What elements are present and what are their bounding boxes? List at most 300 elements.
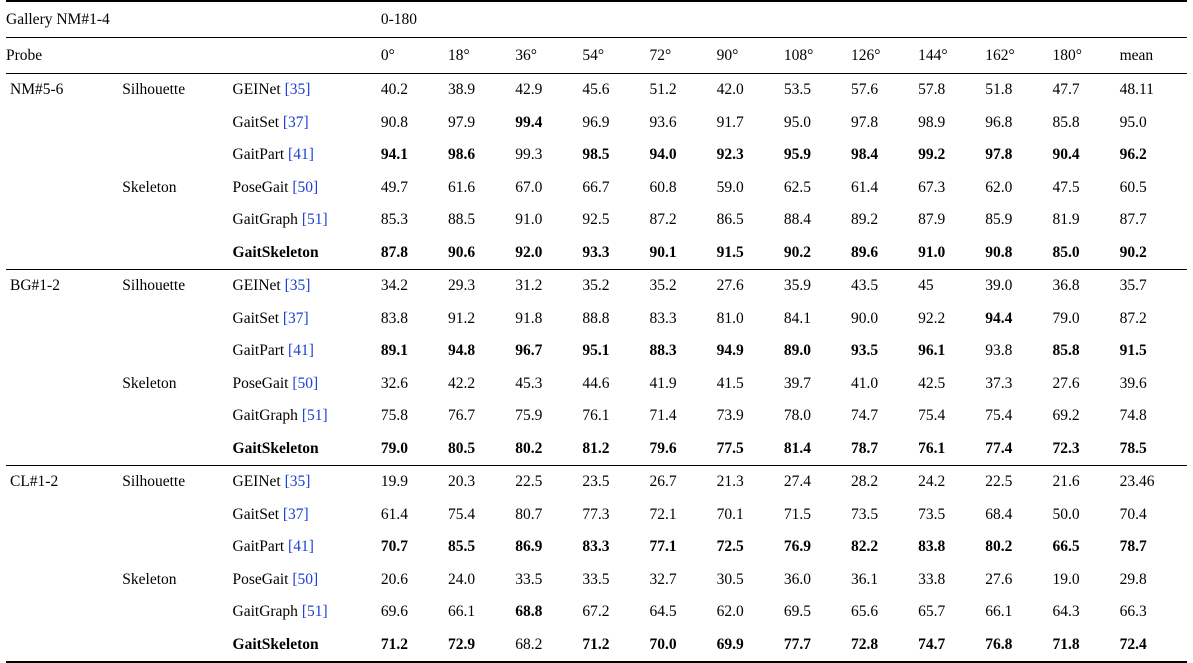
table-header-row-angles — [6, 38, 1187, 74]
value-cell: 38.9 — [448, 74, 515, 107]
value-cell: 51.8 — [985, 74, 1052, 107]
value-cell: 80.7 — [515, 505, 543, 523]
probe-group-empty — [6, 433, 122, 466]
value-cell: 92.2 — [918, 309, 946, 327]
probe-group-empty — [6, 303, 122, 336]
value-cell: 96.7 — [515, 342, 543, 360]
method-name-cell — [233, 564, 381, 597]
value-cell: 94.8 — [448, 342, 476, 360]
value-cell: 88.8 — [582, 309, 610, 327]
mean-cell: 95.0 — [1119, 113, 1147, 131]
value-cell: 93.3 — [582, 243, 610, 261]
method-name-cell — [233, 74, 381, 107]
mean-cell: 91.5 — [1119, 342, 1147, 360]
table-row — [6, 335, 1187, 368]
table-row — [6, 139, 1187, 172]
value-cell: 53.5 — [784, 74, 851, 107]
value-cell: 72.5 — [716, 538, 744, 556]
value-cell: 66.7 — [582, 178, 610, 196]
method-name-cell — [233, 629, 381, 663]
value-cell: 29.3 — [448, 270, 515, 303]
method-name: GEINet — [232, 473, 281, 491]
value-cell: 94.0 — [649, 146, 677, 164]
value-cell: 64.5 — [649, 603, 677, 621]
method-name: GaitSkeleton — [232, 635, 319, 653]
value-cell: 98.9 — [918, 113, 946, 131]
citation-link[interactable]: [50] — [292, 374, 319, 392]
value-cell: 66.5 — [1052, 538, 1080, 556]
value-cell: 47.5 — [1052, 178, 1080, 196]
value-cell: 91.7 — [716, 113, 744, 131]
angle-header-5: 90° — [717, 38, 784, 74]
value-cell: 72.3 — [1052, 439, 1080, 457]
mean-cell: 74.8 — [1119, 407, 1147, 425]
value-cell: 41.5 — [716, 374, 744, 392]
value-cell: 70.0 — [650, 629, 717, 663]
value-cell: 69.2 — [1052, 407, 1080, 425]
value-cell: 83.8 — [918, 538, 946, 556]
table-row — [6, 204, 1187, 237]
modality-empty — [122, 107, 232, 140]
value-cell: 86.5 — [716, 211, 744, 229]
mean-cell: 70.4 — [1119, 505, 1147, 523]
value-cell: 85.8 — [1052, 342, 1080, 360]
citation-link[interactable]: [37] — [282, 113, 309, 131]
probe-label: Probe — [6, 38, 381, 74]
citation-link[interactable]: [51] — [301, 603, 328, 621]
table-row — [6, 596, 1187, 629]
value-cell: 32.6 — [380, 374, 408, 392]
method-name-cell — [233, 107, 381, 140]
value-cell: 57.8 — [918, 74, 985, 107]
value-cell: 45.3 — [515, 374, 543, 392]
value-cell: 83.3 — [582, 538, 610, 556]
value-cell: 95.9 — [783, 146, 811, 164]
mean-cell: 78.5 — [1119, 439, 1147, 457]
probe-group-label: NM#5-6 — [6, 74, 122, 107]
value-cell: 90.2 — [783, 243, 811, 261]
value-cell: 62.5 — [783, 178, 811, 196]
table-row — [6, 499, 1187, 532]
mean-header: mean — [1120, 38, 1187, 74]
table-header-row-gallery — [6, 1, 1187, 38]
value-cell: 49.7 — [380, 178, 408, 196]
probe-group-empty — [6, 204, 122, 237]
value-cell: 75.4 — [918, 407, 946, 425]
value-cell: 33.5 — [582, 570, 610, 588]
table-row — [6, 629, 1187, 663]
value-cell: 85.0 — [1052, 243, 1080, 261]
modality-empty — [122, 531, 232, 564]
angle-header-4: 72° — [650, 38, 717, 74]
value-cell: 75.8 — [380, 407, 408, 425]
angle-header-2: 36° — [515, 38, 582, 74]
mean-cell: 87.7 — [1119, 211, 1147, 229]
citation-link[interactable]: [35] — [284, 81, 311, 99]
value-cell: 65.7 — [918, 603, 946, 621]
value-cell: 72.1 — [649, 505, 677, 523]
value-cell: 81.4 — [783, 439, 811, 457]
mean-cell: 60.5 — [1119, 178, 1147, 196]
value-cell: 20.3 — [448, 466, 515, 499]
value-cell: 98.4 — [850, 146, 879, 164]
method-name: GaitSkeleton — [232, 243, 319, 261]
value-cell: 26.7 — [650, 466, 717, 499]
modality-label: Silhouette — [122, 270, 232, 303]
value-cell: 95.0 — [783, 113, 811, 131]
method-name: PoseGait — [232, 374, 289, 392]
method-name: GaitSet — [232, 505, 280, 523]
value-cell: 76.1 — [582, 407, 610, 425]
value-cell: 69.9 — [717, 629, 784, 663]
mean-cell: 78.7 — [1119, 538, 1147, 556]
value-cell: 37.3 — [985, 374, 1013, 392]
value-cell: 71.5 — [783, 505, 811, 523]
value-cell: 83.8 — [380, 309, 408, 327]
method-name: GEINet — [232, 277, 281, 295]
value-cell: 70.1 — [716, 505, 744, 523]
method-name-cell — [233, 237, 381, 270]
value-cell: 42.0 — [717, 74, 784, 107]
citation-link[interactable]: [50] — [292, 178, 319, 196]
method-name: GaitPart — [232, 146, 285, 164]
table-row — [6, 270, 1187, 303]
value-cell: 35.2 — [582, 270, 649, 303]
value-cell: 44.6 — [582, 374, 610, 392]
table-row — [6, 107, 1187, 140]
probe-group-empty — [6, 596, 122, 629]
value-cell: 34.2 — [381, 270, 448, 303]
value-cell: 77.1 — [649, 538, 677, 556]
method-name-cell — [233, 400, 381, 433]
value-cell: 75.9 — [515, 407, 543, 425]
citation-link[interactable]: [35] — [284, 473, 311, 491]
method-name-cell — [233, 303, 381, 336]
table-row — [6, 368, 1187, 401]
value-cell: 79.0 — [380, 439, 408, 457]
value-cell: 33.8 — [918, 570, 946, 588]
value-cell: 59.0 — [716, 178, 744, 196]
value-cell: 61.4 — [850, 178, 879, 196]
value-cell: 92.5 — [582, 211, 610, 229]
table-row — [6, 237, 1187, 270]
angle-header-0: 0° — [381, 38, 448, 74]
probe-group-label: CL#1-2 — [6, 466, 122, 499]
value-cell: 71.2 — [582, 629, 649, 663]
value-cell: 51.2 — [650, 74, 717, 107]
mean-cell: 48.11 — [1120, 74, 1187, 107]
value-cell: 96.1 — [918, 342, 946, 360]
value-cell: 79.6 — [649, 439, 677, 457]
value-cell: 91.2 — [448, 309, 476, 327]
modality-empty — [122, 596, 232, 629]
probe-group-empty — [6, 629, 122, 663]
mean-cell: 96.2 — [1119, 146, 1147, 164]
value-cell: 84.1 — [783, 309, 811, 327]
modality-empty — [122, 204, 232, 237]
value-cell: 33.5 — [515, 570, 543, 588]
value-cell: 83.3 — [649, 309, 677, 327]
value-cell: 62.0 — [985, 178, 1013, 196]
value-cell: 82.2 — [850, 538, 879, 556]
value-cell: 62.0 — [716, 603, 744, 621]
value-cell: 42.2 — [448, 374, 476, 392]
value-cell: 72.8 — [851, 629, 918, 663]
value-cell: 73.5 — [850, 505, 879, 523]
value-cell: 42.5 — [918, 374, 946, 392]
value-cell: 87.2 — [649, 211, 677, 229]
value-cell: 91.0 — [918, 243, 946, 261]
value-cell: 24.2 — [918, 466, 985, 499]
method-name: PoseGait — [232, 570, 289, 588]
method-name: GaitGraph — [232, 407, 298, 425]
results-table — [6, 0, 1187, 663]
modality-empty — [122, 335, 232, 368]
value-cell: 77.4 — [985, 439, 1013, 457]
value-cell: 81.0 — [716, 309, 744, 327]
citation-link[interactable]: [41] — [288, 342, 314, 360]
value-cell: 19.0 — [1052, 570, 1080, 588]
value-cell: 85.8 — [1052, 113, 1080, 131]
value-cell: 47.7 — [1052, 74, 1119, 107]
modality-label: Silhouette — [122, 74, 232, 107]
probe-group-empty — [6, 335, 122, 368]
value-cell: 35.9 — [784, 270, 851, 303]
value-cell: 41.0 — [850, 374, 879, 392]
value-cell: 90.0 — [850, 309, 879, 327]
citation-link[interactable]: [51] — [301, 407, 328, 425]
value-cell: 77.7 — [784, 629, 851, 663]
value-cell: 97.8 — [985, 146, 1013, 164]
mean-cell: 72.4 — [1120, 629, 1187, 663]
value-cell: 39.0 — [985, 270, 1052, 303]
angle-header-10: 180° — [1052, 38, 1119, 74]
table-row — [6, 531, 1187, 564]
angle-header-7: 126° — [851, 38, 918, 74]
citation-link[interactable]: [41] — [288, 538, 314, 556]
probe-group-empty — [6, 172, 122, 205]
value-cell: 27.6 — [717, 270, 784, 303]
value-cell: 78.7 — [850, 439, 879, 457]
value-cell: 66.1 — [448, 603, 476, 621]
gallery-label: Gallery NM#1-4 — [6, 1, 381, 38]
method-name: GaitPart — [232, 342, 285, 360]
table-row — [6, 466, 1187, 499]
value-cell: 60.8 — [649, 178, 677, 196]
value-cell: 93.8 — [985, 342, 1013, 360]
mean-cell: 66.3 — [1119, 603, 1147, 621]
method-name-cell — [233, 270, 381, 303]
value-cell: 93.5 — [850, 342, 879, 360]
value-cell: 36.0 — [783, 570, 811, 588]
value-cell: 45 — [918, 270, 985, 303]
value-cell: 91.0 — [515, 211, 543, 229]
value-cell: 98.6 — [448, 146, 476, 164]
value-cell: 40.2 — [381, 74, 448, 107]
method-name-cell — [233, 139, 381, 172]
method-name: GaitSkeleton — [232, 439, 319, 457]
value-cell: 74.7 — [918, 629, 985, 663]
method-name-cell — [233, 204, 381, 237]
method-name-cell — [233, 499, 381, 532]
value-cell: 93.6 — [649, 113, 677, 131]
method-name-cell — [233, 531, 381, 564]
value-cell: 99.2 — [918, 146, 946, 164]
value-cell: 94.1 — [380, 146, 408, 164]
probe-group-empty — [6, 400, 122, 433]
probe-group-empty — [6, 564, 122, 597]
value-cell: 89.2 — [850, 211, 879, 229]
value-cell: 80.5 — [448, 439, 476, 457]
value-cell: 21.3 — [717, 466, 784, 499]
value-cell: 97.8 — [850, 113, 879, 131]
value-cell: 81.2 — [582, 439, 610, 457]
modality-label: Silhouette — [122, 466, 232, 499]
citation-link[interactable]: [41] — [288, 146, 314, 164]
value-cell: 75.4 — [985, 407, 1013, 425]
value-cell: 96.8 — [985, 113, 1013, 131]
angle-header-8: 144° — [918, 38, 985, 74]
probe-group-empty — [6, 237, 122, 270]
value-cell: 90.8 — [985, 243, 1013, 261]
mean-cell: 39.6 — [1119, 374, 1147, 392]
value-cell: 35.2 — [650, 270, 717, 303]
value-cell: 31.2 — [515, 270, 582, 303]
value-cell: 79.0 — [1052, 309, 1080, 327]
value-cell: 66.1 — [985, 603, 1013, 621]
value-cell: 89.1 — [380, 342, 408, 360]
value-cell: 77.5 — [716, 439, 744, 457]
modality-label: Skeleton — [122, 570, 177, 588]
value-cell: 76.9 — [783, 538, 811, 556]
modality-label: Skeleton — [122, 374, 177, 392]
method-name: GEINet — [232, 81, 281, 99]
value-cell: 92.0 — [515, 243, 543, 261]
value-cell: 80.2 — [985, 538, 1013, 556]
modality-empty — [122, 237, 232, 270]
value-cell: 70.7 — [380, 538, 408, 556]
value-cell: 95.1 — [582, 342, 610, 360]
modality-empty — [122, 303, 232, 336]
value-cell: 61.4 — [380, 505, 408, 523]
value-cell: 69.6 — [380, 603, 408, 621]
value-cell: 90.4 — [1052, 146, 1080, 164]
value-cell: 85.9 — [985, 211, 1013, 229]
value-cell: 97.9 — [448, 113, 476, 131]
angle-header-9: 162° — [985, 38, 1052, 74]
value-cell: 99.4 — [515, 113, 543, 131]
value-cell: 23.5 — [582, 466, 649, 499]
table-row — [6, 400, 1187, 433]
value-cell: 42.9 — [515, 74, 582, 107]
method-name-cell — [233, 172, 381, 205]
method-name: GaitPart — [232, 538, 285, 556]
angle-header-6: 108° — [784, 38, 851, 74]
modality-empty — [122, 433, 232, 466]
gallery-range-label: 0-180 — [381, 1, 1187, 38]
angle-header-3: 54° — [582, 38, 649, 74]
mean-cell: 35.7 — [1120, 270, 1187, 303]
value-cell: 61.6 — [448, 178, 476, 196]
value-cell: 85.5 — [448, 538, 476, 556]
value-cell: 27.6 — [1052, 374, 1080, 392]
value-cell: 68.8 — [515, 603, 543, 621]
results-table-body — [6, 1, 1187, 662]
mean-cell: 87.2 — [1119, 309, 1147, 327]
value-cell: 22.5 — [515, 466, 582, 499]
value-cell: 20.6 — [380, 570, 408, 588]
value-cell: 85.3 — [380, 211, 408, 229]
citation-link[interactable]: [35] — [284, 277, 311, 295]
probe-group-label: BG#1-2 — [6, 270, 122, 303]
table-row — [6, 303, 1187, 336]
value-cell: 88.4 — [783, 211, 811, 229]
table-row — [6, 433, 1187, 466]
value-cell: 71.8 — [1052, 629, 1119, 663]
value-cell: 74.7 — [850, 407, 879, 425]
value-cell: 80.2 — [515, 439, 543, 457]
value-cell: 27.6 — [985, 570, 1013, 588]
method-name: PoseGait — [232, 178, 289, 196]
value-cell: 71.2 — [381, 629, 448, 663]
value-cell: 43.5 — [851, 270, 918, 303]
citation-link[interactable]: [50] — [292, 570, 319, 588]
value-cell: 91.8 — [515, 309, 543, 327]
probe-group-empty — [6, 107, 122, 140]
value-cell: 32.7 — [649, 570, 677, 588]
method-name-cell — [233, 335, 381, 368]
method-name-cell — [233, 596, 381, 629]
value-cell: 96.9 — [582, 113, 610, 131]
value-cell: 91.5 — [716, 243, 744, 261]
value-cell: 41.9 — [649, 374, 677, 392]
value-cell: 27.4 — [784, 466, 851, 499]
method-name: GaitGraph — [232, 603, 298, 621]
value-cell: 65.6 — [850, 603, 879, 621]
probe-group-empty — [6, 499, 122, 532]
method-name-cell — [233, 433, 381, 466]
citation-link[interactable]: [51] — [301, 211, 328, 229]
probe-group-empty — [6, 531, 122, 564]
mean-cell: 29.8 — [1119, 570, 1147, 588]
value-cell: 45.6 — [582, 74, 649, 107]
value-cell: 89.0 — [783, 342, 811, 360]
value-cell: 76.8 — [985, 629, 1052, 663]
value-cell: 76.1 — [918, 439, 946, 457]
modality-label: Skeleton — [122, 178, 177, 196]
citation-link[interactable]: [37] — [282, 505, 309, 523]
probe-group-empty — [6, 139, 122, 172]
table-row — [6, 172, 1187, 205]
value-cell: 77.3 — [582, 505, 610, 523]
value-cell: 39.7 — [783, 374, 811, 392]
method-name-cell — [233, 466, 381, 499]
value-cell: 90.6 — [448, 243, 476, 261]
method-name: GaitGraph — [232, 211, 298, 229]
value-cell: 87.9 — [918, 211, 946, 229]
value-cell: 67.3 — [918, 178, 946, 196]
value-cell: 86.9 — [515, 538, 543, 556]
modality-empty — [122, 499, 232, 532]
mean-cell: 90.2 — [1119, 243, 1147, 261]
value-cell: 67.2 — [582, 603, 610, 621]
method-name: GaitSet — [232, 113, 280, 131]
value-cell: 69.5 — [783, 603, 811, 621]
value-cell: 19.9 — [381, 466, 448, 499]
value-cell: 88.5 — [448, 211, 476, 229]
value-cell: 81.9 — [1052, 211, 1080, 229]
citation-link[interactable]: [37] — [282, 309, 309, 327]
